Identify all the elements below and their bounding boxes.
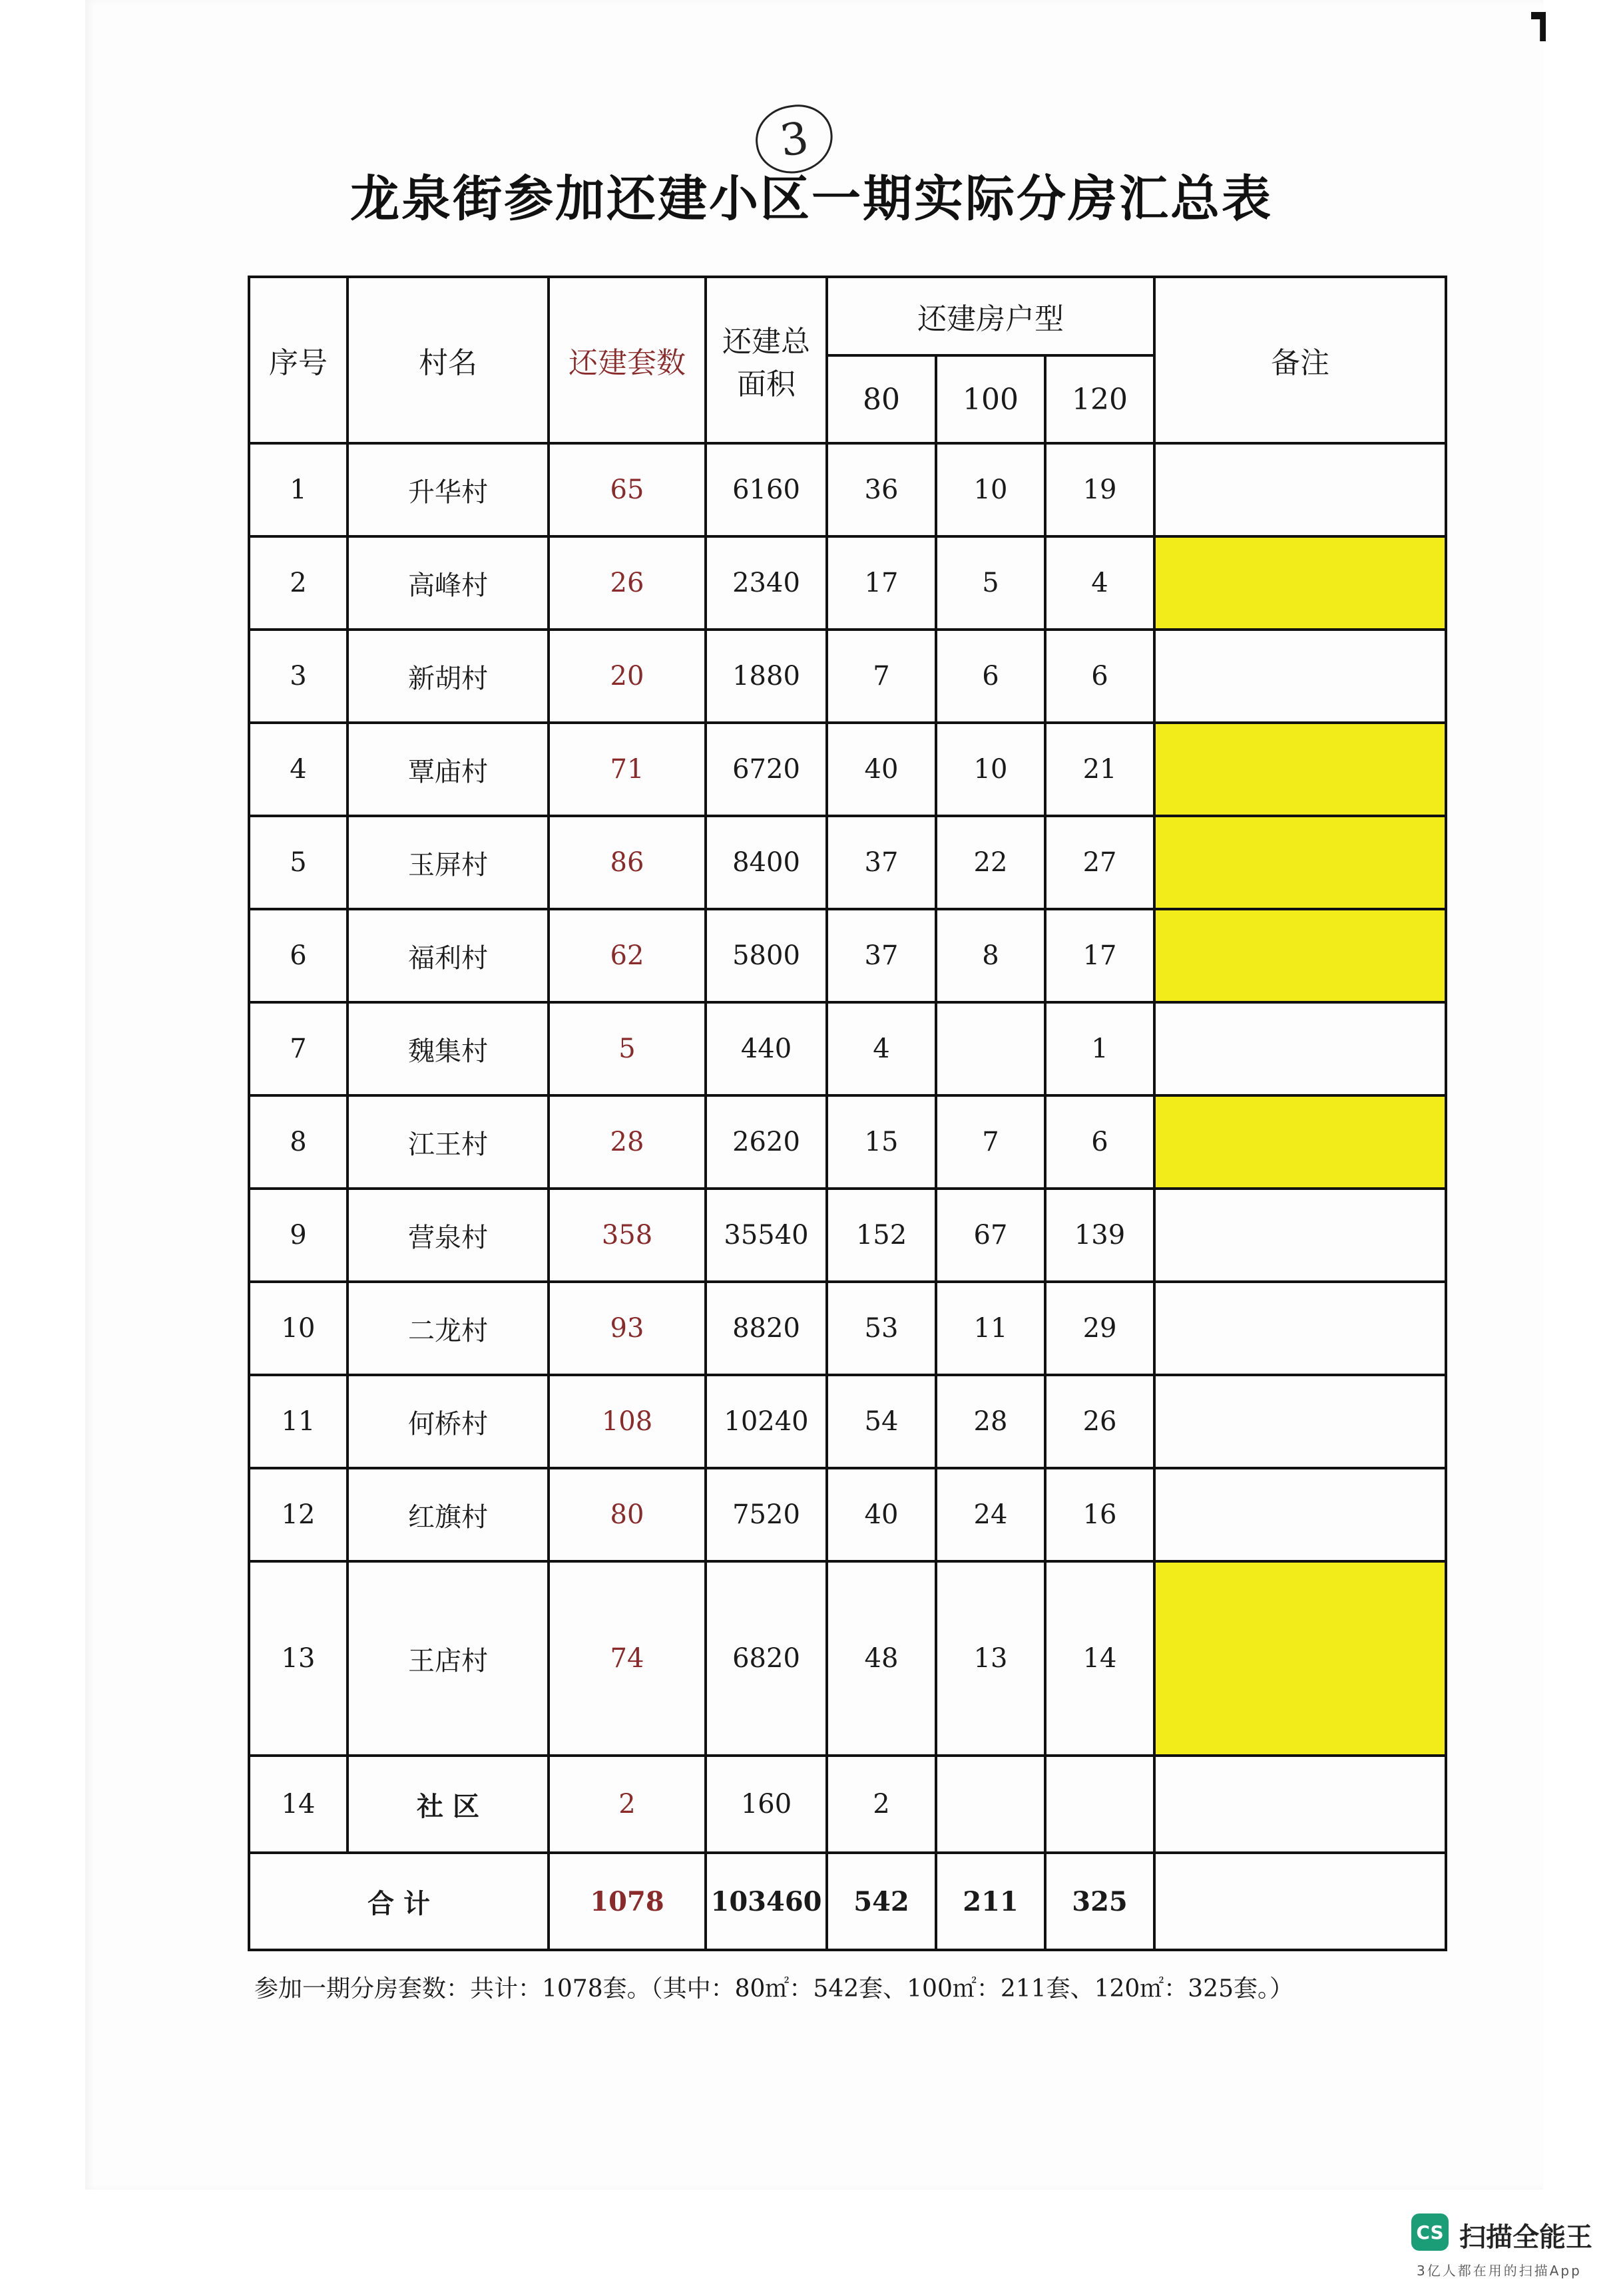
cell-units: 108 xyxy=(549,1375,706,1468)
table-row xyxy=(249,909,1446,1002)
cell-area: 6820 xyxy=(706,1561,827,1756)
cell-village: 魏集村 xyxy=(348,1002,549,1095)
cell-remark-highlighted xyxy=(1154,816,1446,909)
cell-type-100: 28 xyxy=(936,1375,1045,1468)
cell-type-120: 14 xyxy=(1045,1561,1154,1756)
cell-type-120: 19 xyxy=(1045,443,1154,536)
cell-type-100 xyxy=(936,1756,1045,1853)
scanner-watermark xyxy=(1411,2213,1611,2287)
cell-units: 5 xyxy=(549,1002,706,1095)
cell-seq: 7 xyxy=(249,1002,348,1095)
cell-village: 覃庙村 xyxy=(348,723,549,816)
header-row xyxy=(249,277,1446,355)
summary-footnote: 参加一期分房套数：共计：1078套。（其中：80㎡：542套、100㎡：211套、120㎡：325套。） xyxy=(254,1975,1293,2003)
cell-village: 升华村 xyxy=(348,443,549,536)
total-label: 合 计 xyxy=(249,1853,549,1950)
total-type-80: 542 xyxy=(827,1853,936,1950)
total-units: 1078 xyxy=(549,1853,706,1950)
header-type-100: 100 xyxy=(936,355,1045,443)
header-units: 还建套数 xyxy=(549,277,706,443)
cell-seq: 13 xyxy=(249,1561,348,1756)
cell-type-80: 37 xyxy=(827,909,936,1002)
total-type-120: 325 xyxy=(1045,1853,1154,1950)
cell-type-100: 22 xyxy=(936,816,1045,909)
cell-type-120: 17 xyxy=(1045,909,1154,1002)
cell-type-80: 40 xyxy=(827,1468,936,1561)
cell-type-120: 16 xyxy=(1045,1468,1154,1561)
header-seq: 序号 xyxy=(249,277,348,443)
cell-seq: 2 xyxy=(249,536,348,630)
cell-area: 8820 xyxy=(706,1282,827,1375)
cell-seq: 4 xyxy=(249,723,348,816)
table-row xyxy=(249,630,1446,723)
cell-units: 2 xyxy=(549,1756,706,1853)
cell-type-80: 7 xyxy=(827,630,936,723)
cell-remark xyxy=(1154,1375,1446,1468)
cell-seq: 8 xyxy=(249,1095,348,1189)
total-remark xyxy=(1154,1853,1446,1950)
table-row xyxy=(249,1756,1446,1853)
cell-seq: 6 xyxy=(249,909,348,1002)
cell-village: 何桥村 xyxy=(348,1375,549,1468)
cell-remark xyxy=(1154,1002,1446,1095)
cell-seq: 9 xyxy=(249,1189,348,1282)
cell-type-120: 4 xyxy=(1045,536,1154,630)
cell-type-100: 67 xyxy=(936,1189,1045,1282)
table-row xyxy=(249,1375,1446,1468)
cell-type-100 xyxy=(936,1002,1045,1095)
cell-remark-highlighted xyxy=(1154,1561,1446,1756)
header-type-120: 120 xyxy=(1045,355,1154,443)
cell-remark-highlighted xyxy=(1154,909,1446,1002)
cell-units: 80 xyxy=(549,1468,706,1561)
cell-type-80: 48 xyxy=(827,1561,936,1756)
cell-village: 社 区 xyxy=(348,1756,549,1853)
cell-type-80: 15 xyxy=(827,1095,936,1189)
cell-village: 红旗村 xyxy=(348,1468,549,1561)
cell-remark-highlighted xyxy=(1154,1095,1446,1189)
cell-units: 62 xyxy=(549,909,706,1002)
cell-village: 营泉村 xyxy=(348,1189,549,1282)
camscanner-logo-icon: CS xyxy=(1411,2213,1449,2251)
cell-area: 440 xyxy=(706,1002,827,1095)
header-total-area xyxy=(706,277,827,443)
cell-remark-highlighted xyxy=(1154,723,1446,816)
table-row xyxy=(249,1189,1446,1282)
cell-remark xyxy=(1154,1468,1446,1561)
cell-type-100: 10 xyxy=(936,443,1045,536)
cell-village: 新胡村 xyxy=(348,630,549,723)
cell-type-80: 37 xyxy=(827,816,936,909)
header-area-line1: 还建总 xyxy=(722,325,810,359)
table-row xyxy=(249,1002,1446,1095)
table-row xyxy=(249,443,1446,536)
table-row xyxy=(249,1282,1446,1375)
total-type-100: 211 xyxy=(936,1853,1045,1950)
cell-type-100: 5 xyxy=(936,536,1045,630)
table-row xyxy=(249,816,1446,909)
cell-type-120: 26 xyxy=(1045,1375,1154,1468)
cell-units: 65 xyxy=(549,443,706,536)
cell-remark xyxy=(1154,443,1446,536)
cell-area: 2620 xyxy=(706,1095,827,1189)
cell-units: 26 xyxy=(549,536,706,630)
table-row xyxy=(249,1561,1446,1756)
cell-type-100: 24 xyxy=(936,1468,1045,1561)
cell-type-100: 11 xyxy=(936,1282,1045,1375)
cell-seq: 14 xyxy=(249,1756,348,1853)
cell-area: 8400 xyxy=(706,816,827,909)
cell-type-80: 17 xyxy=(827,536,936,630)
handwritten-page-number: 3 xyxy=(751,100,837,178)
cell-units: 20 xyxy=(549,630,706,723)
cell-type-120: 1 xyxy=(1045,1002,1154,1095)
cell-area: 6160 xyxy=(706,443,827,536)
cell-type-120: 29 xyxy=(1045,1282,1154,1375)
cell-area: 6720 xyxy=(706,723,827,816)
cell-remark-highlighted xyxy=(1154,536,1446,630)
cell-type-120: 6 xyxy=(1045,630,1154,723)
cell-seq: 10 xyxy=(249,1282,348,1375)
cell-area: 10240 xyxy=(706,1375,827,1468)
header-unit-types: 还建房户型 xyxy=(827,277,1154,355)
cell-type-120: 21 xyxy=(1045,723,1154,816)
header-type-80: 80 xyxy=(827,355,936,443)
cell-area: 1880 xyxy=(706,630,827,723)
cell-remark xyxy=(1154,630,1446,723)
cell-seq: 11 xyxy=(249,1375,348,1468)
header-area-line2: 面积 xyxy=(737,367,796,401)
total-row xyxy=(249,1853,1446,1950)
cell-village: 二龙村 xyxy=(348,1282,549,1375)
cell-seq: 3 xyxy=(249,630,348,723)
cell-area: 5800 xyxy=(706,909,827,1002)
total-area: 103460 xyxy=(706,1853,827,1950)
cell-type-80: 40 xyxy=(827,723,936,816)
cell-area: 2340 xyxy=(706,536,827,630)
cell-units: 86 xyxy=(549,816,706,909)
cell-area: 35540 xyxy=(706,1189,827,1282)
watermark-slogan: 3亿人都在用的扫描App xyxy=(1417,2263,1582,2279)
cell-seq: 1 xyxy=(249,443,348,536)
cell-remark xyxy=(1154,1189,1446,1282)
table-row xyxy=(249,536,1446,630)
cell-units: 74 xyxy=(549,1561,706,1756)
cell-village: 玉屏村 xyxy=(348,816,549,909)
cell-village: 王店村 xyxy=(348,1561,549,1756)
summary-table xyxy=(248,276,1447,1951)
cell-units: 93 xyxy=(549,1282,706,1375)
table-row xyxy=(249,1095,1446,1189)
cell-village: 高峰村 xyxy=(348,536,549,630)
watermark-app-name: 扫描全能王 xyxy=(1459,2222,1592,2253)
document-title: 龙泉街参加还建小区一期实际分房汇总表 xyxy=(350,170,1273,228)
cell-type-100: 7 xyxy=(936,1095,1045,1189)
cell-type-80: 2 xyxy=(827,1756,936,1853)
cell-remark xyxy=(1154,1282,1446,1375)
cell-area: 160 xyxy=(706,1756,827,1853)
cell-type-120 xyxy=(1045,1756,1154,1853)
cell-type-120: 6 xyxy=(1045,1095,1154,1189)
cell-type-120: 139 xyxy=(1045,1189,1154,1282)
cell-type-80: 53 xyxy=(827,1282,936,1375)
cell-units: 71 xyxy=(549,723,706,816)
cell-type-100: 8 xyxy=(936,909,1045,1002)
header-remarks: 备注 xyxy=(1154,277,1446,443)
table-row xyxy=(249,1468,1446,1561)
cell-type-80: 54 xyxy=(827,1375,936,1468)
cell-area: 7520 xyxy=(706,1468,827,1561)
cell-type-100: 6 xyxy=(936,630,1045,723)
cell-units: 358 xyxy=(549,1189,706,1282)
header-village: 村名 xyxy=(348,277,549,443)
cell-remark xyxy=(1154,1756,1446,1853)
cell-seq: 12 xyxy=(249,1468,348,1561)
cell-type-80: 4 xyxy=(827,1002,936,1095)
cell-type-100: 10 xyxy=(936,723,1045,816)
cell-units: 28 xyxy=(549,1095,706,1189)
table-row xyxy=(249,723,1446,816)
cell-seq: 5 xyxy=(249,816,348,909)
cell-type-100: 13 xyxy=(936,1561,1045,1756)
cell-village: 江王村 xyxy=(348,1095,549,1189)
cell-type-120: 27 xyxy=(1045,816,1154,909)
cell-type-80: 36 xyxy=(827,443,936,536)
cell-village: 福利村 xyxy=(348,909,549,1002)
cell-type-80: 152 xyxy=(827,1189,936,1282)
